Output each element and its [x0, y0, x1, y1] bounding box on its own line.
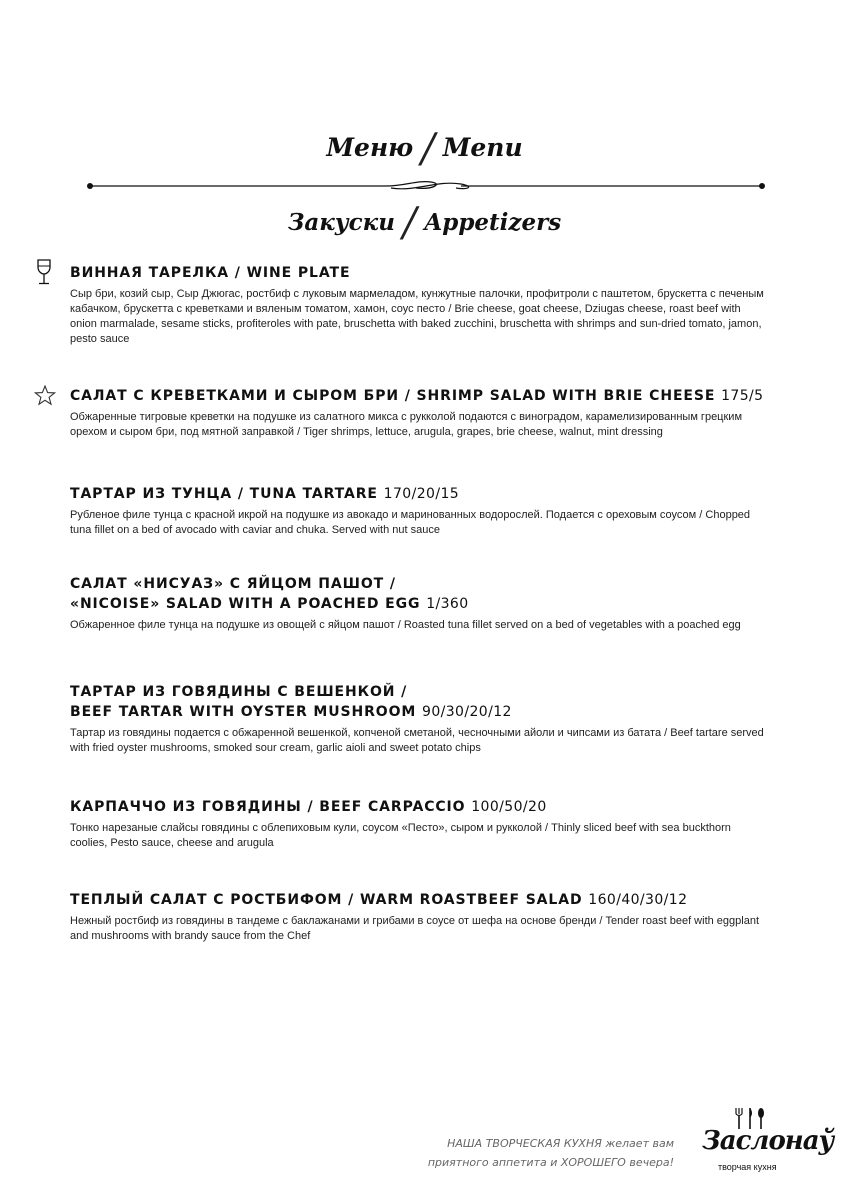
item-description: Тонко нарезаные слайсы говядины с облепиховым кули, соусом «Песто», сыром и рукколой / Thinly sliced beef with sea buckthorn coolies, Pesto sauce, cheese and arugula	[70, 822, 731, 849]
title-en: Menu	[442, 133, 523, 162]
menu-item-beef-tartar	[70, 682, 770, 756]
item-name: КАРПАЧЧО ИЗ ГОВЯДИНЫ / BEEF CARPACCIO	[70, 799, 466, 815]
item-price: 90/30/20/12	[422, 704, 512, 720]
wine-glass-icon	[36, 258, 52, 286]
section-slash: /	[402, 200, 417, 246]
item-title	[70, 702, 770, 722]
footer-wish-line2: приятного аппетита и ХОРОШЕГО вечера!	[427, 1156, 674, 1169]
menu-item-wine-plate	[70, 263, 770, 347]
item-title-line1: ТАРТАР ИЗ ГОВЯДИНЫ С ВЕШЕНКОЙ /	[70, 684, 408, 700]
logo-subtitle: творчая кухня	[718, 1162, 777, 1172]
item-name: САЛАТ С КРЕВЕТКАМИ И СЫРОМ БРИ / SHRIMP SALAD WITH BRIE CHEESE	[70, 388, 716, 404]
item-description: Рубленое филе тунца с красной икрой на подушке из авокадо и маринованных водорослей. Подается с ореховым соусом / Chopped tuna fillet on a bed of avocado with caviar and chuka. Served with nut sauce	[70, 509, 751, 536]
item-name: ТАРТАР ИЗ ТУНЦА / TUNA TARTARE	[70, 486, 378, 502]
ornamental-divider	[86, 174, 766, 198]
star-icon	[34, 385, 56, 406]
footer-wish	[428, 1134, 674, 1172]
title-ru: Меню	[326, 133, 414, 162]
restaurant-logo	[700, 1108, 834, 1180]
item-title	[70, 594, 770, 614]
item-title	[70, 263, 770, 283]
page-title	[0, 126, 849, 172]
item-price: 100/50/20	[471, 799, 547, 815]
footer-wish-line1: НАША ТВОРЧЕСКАЯ КУХНЯ желает вам	[447, 1137, 674, 1150]
menu-item-warm-roastbeef-salad	[70, 890, 770, 944]
item-description: Сыр бри, козий сыр, Сыр Джюгас, ростбиф с луковым мармеладом, кунжутные палочки, профитроли с паштетом, брускетта с печеным кабачком, брускетта с креветками и вяленым томатом, хамон, соус песто / Brie cheese, goat cheese, Dziugas cheese, roast beef with onion marmalade, sesame sticks, profiteroles with pate, bruschetta with baked zucchini, bruschetta with shrimps and sun-dried tomato, jamon, pesto sauce	[70, 288, 764, 345]
item-description: Обжаренные тигровые креветки на подушке из салатного микса с рукколой подаются с виноградом, карамелизированным грецким орехом и сыром бри, под мятной заправкой / Tiger shrimps, lettuce, arugula, grapes, brie cheese, walnut, mint dressing	[70, 411, 743, 438]
logo-name: Заслонаў	[702, 1126, 834, 1156]
item-name: BEEF TARTAR WITH OYSTER MUSHROOM	[70, 704, 417, 720]
item-description: Тартар из говядины подается с обжаренной вешенкой, копченой сметаной, чесночными айоли и чипсами из батата / Beef tartare served with fried oyster mushrooms, smoked sour cream, garlic aioli and sweet potato chips	[70, 727, 764, 754]
item-price: 170/20/15	[383, 486, 460, 502]
item-price: 175/5	[721, 388, 764, 404]
item-name: ВИННАЯ ТАРЕЛКА / WINE PLATE	[70, 265, 351, 281]
item-description: Нежный ростбиф из говядины в тандеме с баклажанами и грибами в соусе от шефа на основе бренди / Tender roast beef with eggplant and mushrooms with brandy sauce from the Chef	[70, 915, 760, 942]
item-title	[70, 484, 770, 504]
item-price: 160/40/30/12	[588, 892, 688, 908]
item-name: «NICOISE» SALAD WITH A POACHED EGG	[70, 596, 421, 612]
section-en: Appetizers	[424, 209, 562, 236]
section-title	[0, 200, 849, 246]
item-price: 1/360	[426, 596, 469, 612]
item-title	[70, 797, 770, 817]
item-title	[70, 890, 770, 910]
menu-item-shrimp-salad	[70, 386, 770, 440]
item-name: ТЕПЛЫЙ САЛАТ С РОСТБИФОМ / WARM ROASTBEEF SALAD	[70, 892, 583, 908]
item-description: Обжаренное филе тунца на подушке из овощей с яйцом пашот / Roasted tuna fillet served on a bed of vegetables with a poached egg	[70, 619, 741, 631]
section-ru: Закуски	[287, 209, 395, 236]
menu-item-tuna-tartare	[70, 484, 770, 538]
title-slash: /	[421, 126, 435, 172]
item-title	[70, 386, 770, 406]
menu-item-nicoise-salad	[70, 574, 770, 633]
item-title-line1: САЛАТ «НИСУАЗ» С ЯЙЦОМ ПАШОТ /	[70, 576, 396, 592]
menu-item-beef-carpaccio	[70, 797, 770, 851]
